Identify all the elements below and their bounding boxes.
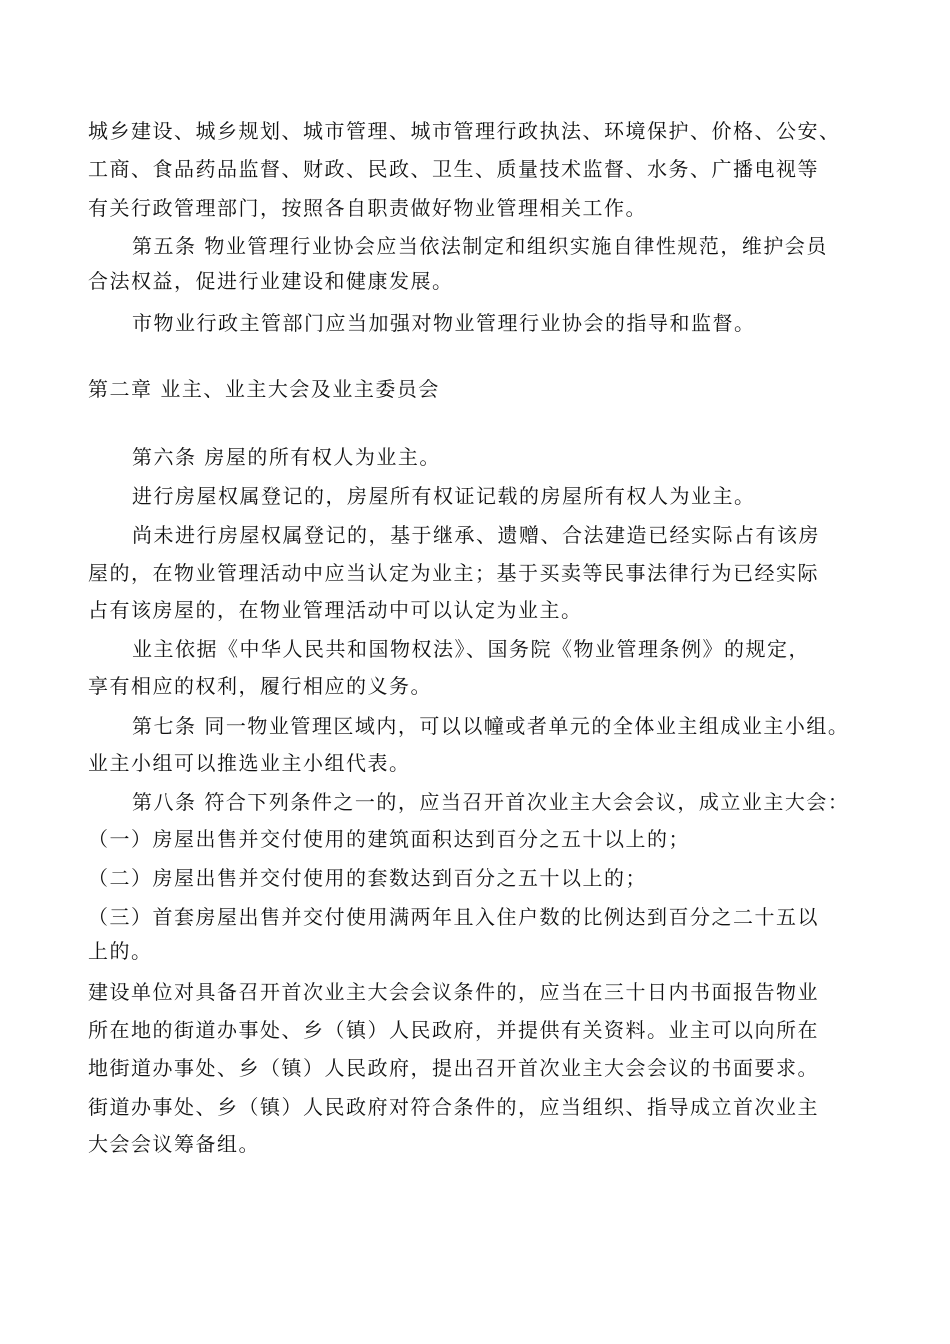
article-6-heading-line: 第六条 房屋的所有权人为业主。 [132,445,441,469]
text-line: 合法权益，促进行业建设和健康发展。 [88,269,454,293]
chapter-heading: 第二章 业主、业主大会及业主委员会 [88,377,440,401]
text-line: 工商、食品药品监督、财政、民政、卫生、质量技术监督、水务、广播电视等 [88,157,819,181]
article-8-heading-line: 第八条 符合下列条件之一的，应当召开首次业主大会会议，成立业主大会： [132,790,850,814]
list-item: （二）房屋出售并交付使用的套数达到百分之五十以上的； [88,866,647,890]
text-line: 地街道办事处、乡（镇）人民政府，提出召开首次业主大会会议的书面要求。 [88,1056,819,1080]
text-line: 业主小组可以推选业主小组代表。 [88,751,411,775]
text-line: 尚未进行房屋权属登记的，基于继承、遗赠、合法建造已经实际占有该房 [132,523,820,547]
text-line: 业主依据《中华人民共和国物权法》、国务院《物业管理条例》的规定， [132,637,810,661]
text-line: 街道办事处、乡（镇）人民政府对符合条件的，应当组织、指导成立首次业主 [88,1095,819,1119]
text-line: 市物业行政主管部门应当加强对物业管理行业协会的指导和监督。 [132,311,756,335]
list-item: （一）房屋出售并交付使用的建筑面积达到百分之五十以上的； [88,827,690,851]
article-7-heading-line: 第七条 同一物业管理区域内，可以以幢或者单元的全体业主组成业主小组。 [132,714,850,738]
text-line: 上的。 [88,939,153,963]
text-line: 大会会议筹备组。 [88,1132,260,1156]
list-item: （三）首套房屋出售并交付使用满两年且入住户数的比例达到百分之二十五以 [88,905,819,929]
article-5-heading-line: 第五条 物业管理行业协会应当依法制定和组织实施自律性规范，维护会员 [132,234,828,258]
text-line: 所在地的街道办事处、乡（镇）人民政府，并提供有关资料。业主可以向所在 [88,1018,819,1042]
text-line: 建设单位对具备召开首次业主大会会议条件的，应当在三十日内书面报告物业 [88,980,819,1004]
text-line: 有关行政管理部门，按照各自职责做好物业管理相关工作。 [88,196,647,220]
text-line: 城乡建设、城乡规划、城市管理、城市管理行政执法、环境保护、价格、公安、 [88,119,841,143]
text-line: 屋的，在物业管理活动中应当认定为业主；基于买卖等民事法律行为已经实际 [88,561,819,585]
text-line: 享有相应的权利，履行相应的义务。 [88,674,432,698]
text-line: 占有该房屋的，在物业管理活动中可以认定为业主。 [88,598,583,622]
text-line: 进行房屋权属登记的，房屋所有权证记载的房屋所有权人为业主。 [132,484,756,508]
